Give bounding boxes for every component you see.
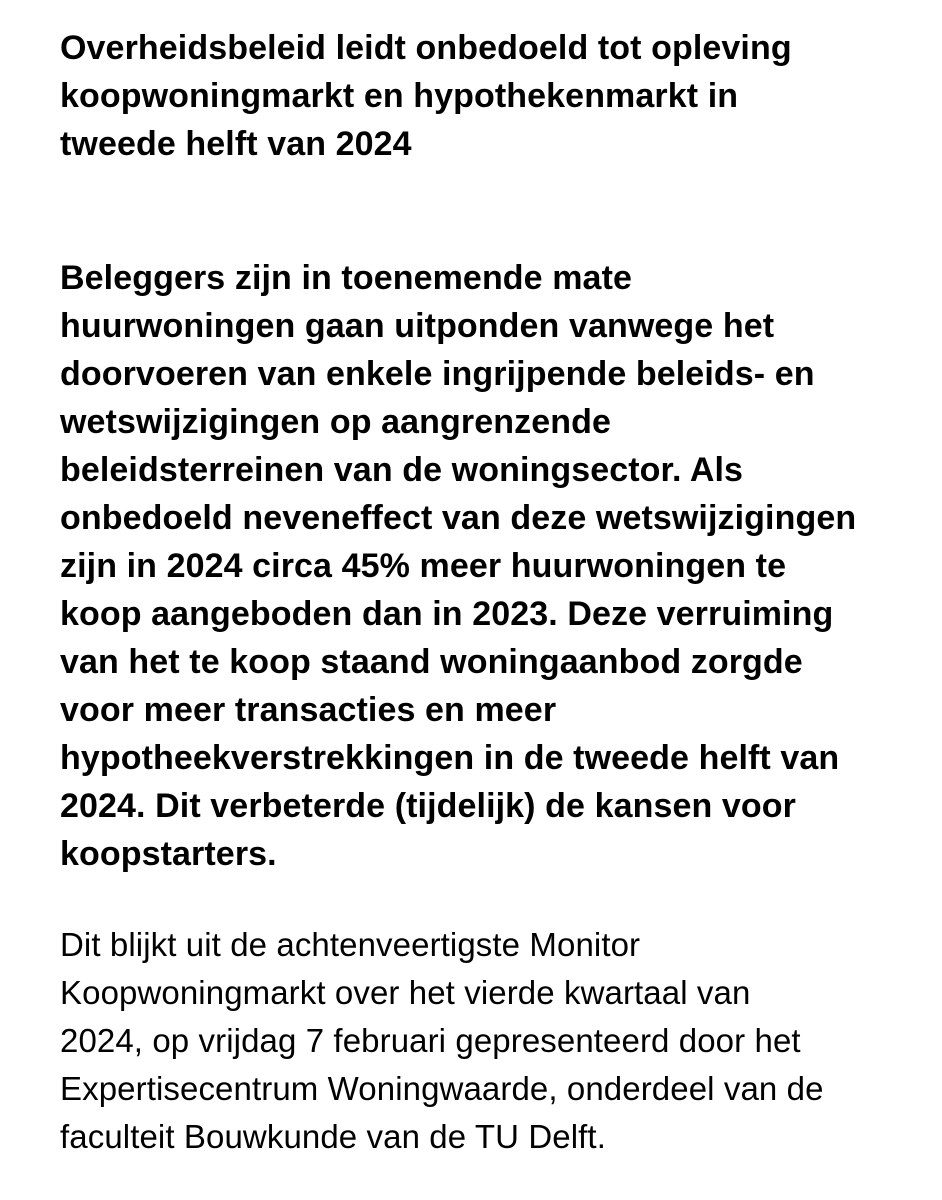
body-line: faculteit Bouwkunde van de TU Delft. [60,1118,606,1155]
lead-line: koopstarters. [60,835,277,873]
article [60,24,920,1161]
headline [60,24,920,168]
lead-line: wetswijzigingen op aangrenzende [60,403,611,441]
lead-line: voor meer transacties en meer [60,691,557,729]
lead-line: 2024. Dit verbeterde (tijdelijk) de kansen voor [60,787,796,825]
lead-line: beleidsterreinen van de woningsector. Als [60,451,744,489]
headline-line: Overheidsbeleid leidt onbedoeld tot opleving [60,29,792,67]
body-paragraph [60,921,920,1161]
body-line: Koopwoningmarkt over het vierde kwartaal van [60,974,751,1011]
lead-line: onbedoeld neveneffect van deze wetswijzigingen [60,499,857,537]
lead-line: koop aangeboden dan in 2023. Deze verruiming [60,595,834,633]
headline-line: koopwoningmarkt en hypothekenmarkt in [60,77,739,115]
lead-paragraph [60,254,920,878]
lead-line: huurwoningen gaan uitponden vanwege het [60,307,775,345]
lead-line: hypotheekverstrekkingen in de tweede helft van [60,739,840,777]
headline-line: tweede helft van 2024 [60,125,412,163]
body-line: Expertisecentrum Woningwaarde, onderdeel van de [60,1070,824,1107]
lead-line: doorvoeren van enkele ingrijpende beleids- en [60,355,815,393]
lead-line: van het te koop staand woningaanbod zorgde [60,643,803,681]
lead-line: Beleggers zijn in toenemende mate [60,259,633,297]
body-line: 2024, op vrijdag 7 februari gepresenteerd door het [60,1022,801,1059]
body-line: Dit blijkt uit de achtenveertigste Monitor [60,926,641,963]
lead-line: zijn in 2024 circa 45% meer huurwoningen te [60,547,787,585]
